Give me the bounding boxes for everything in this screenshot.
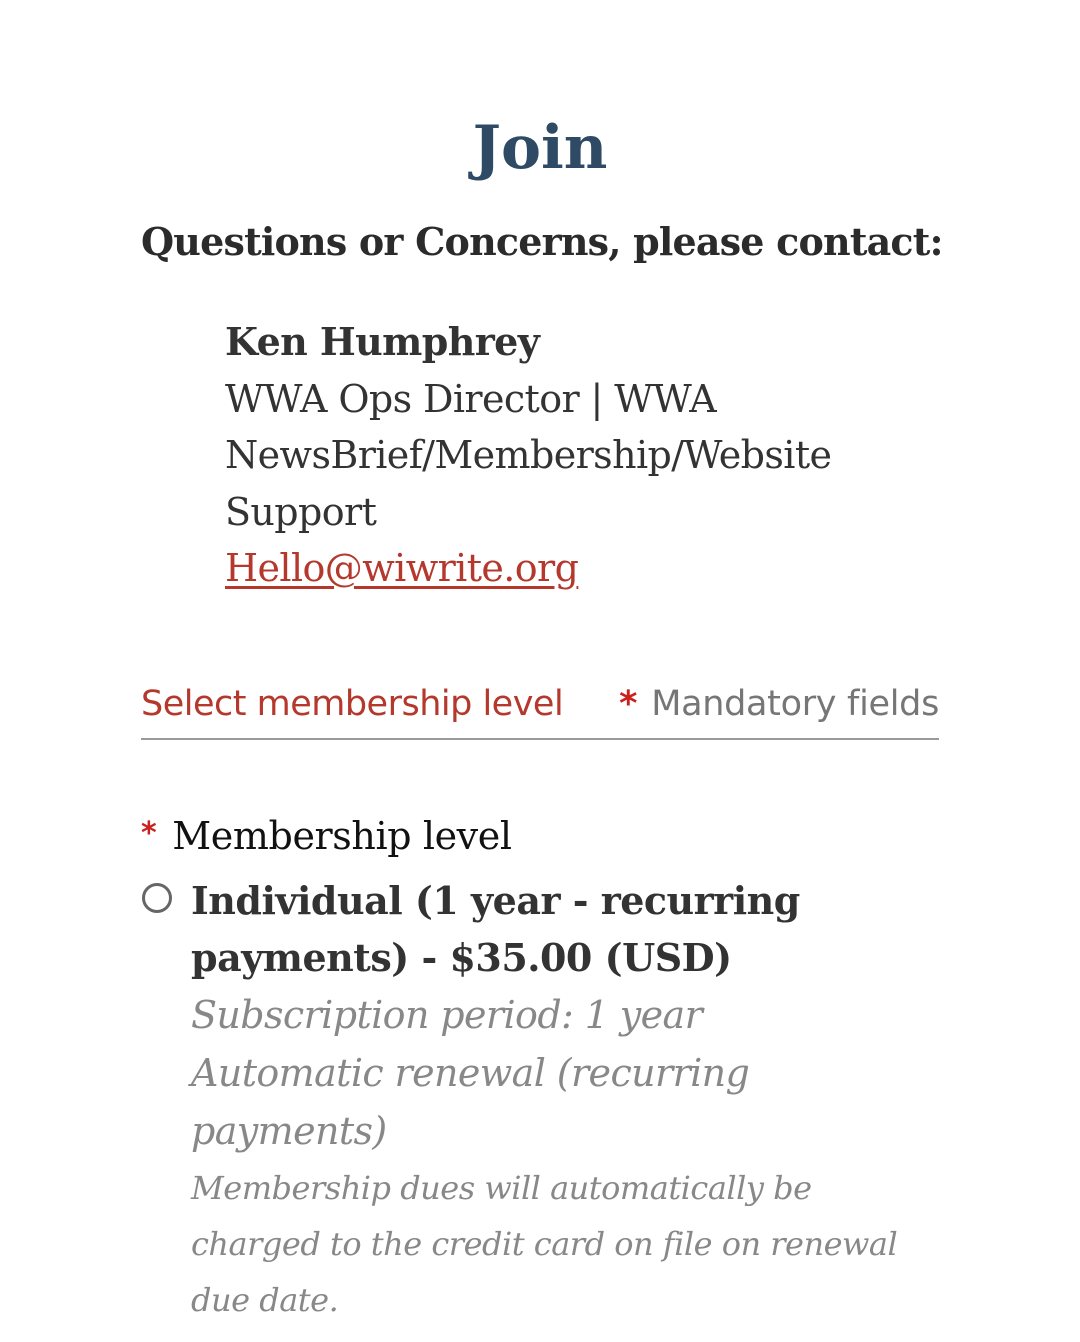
page-title: Join bbox=[472, 113, 608, 183]
membership-option-details bbox=[191, 872, 939, 1328]
subscription-period: Subscription period: 1 year bbox=[191, 993, 703, 1037]
contact-role: WWA Ops Director | WWA NewsBrief/Membership/Website Support bbox=[225, 376, 832, 534]
renewal-type: Automatic renewal (recurring payments) bbox=[191, 1051, 750, 1153]
membership-section-header bbox=[141, 676, 939, 740]
required-asterisk-icon: * bbox=[619, 684, 638, 724]
mandatory-fields-note bbox=[619, 676, 939, 732]
mandatory-fields-label: Mandatory fields bbox=[651, 684, 939, 724]
membership-level-label-text: Membership level bbox=[172, 814, 512, 858]
required-asterisk-icon: * bbox=[141, 816, 157, 851]
contact-email-link[interactable]: Hello@wiwrite.org bbox=[225, 546, 579, 590]
contact-name: Ken Humphrey bbox=[225, 319, 540, 364]
section-title: Select membership level bbox=[141, 684, 564, 724]
membership-level-label bbox=[141, 806, 512, 864]
contact-card bbox=[225, 314, 865, 597]
membership-option-radio[interactable] bbox=[142, 883, 172, 913]
renewal-note: Membership dues will automatically be charged to the credit card on file on renewal due date. bbox=[191, 1169, 898, 1319]
contact-heading: Questions or Concerns, please contact: bbox=[141, 219, 943, 264]
membership-option-title[interactable]: Individual (1 year - recurring payments) - $35.00 (USD) bbox=[191, 878, 800, 980]
